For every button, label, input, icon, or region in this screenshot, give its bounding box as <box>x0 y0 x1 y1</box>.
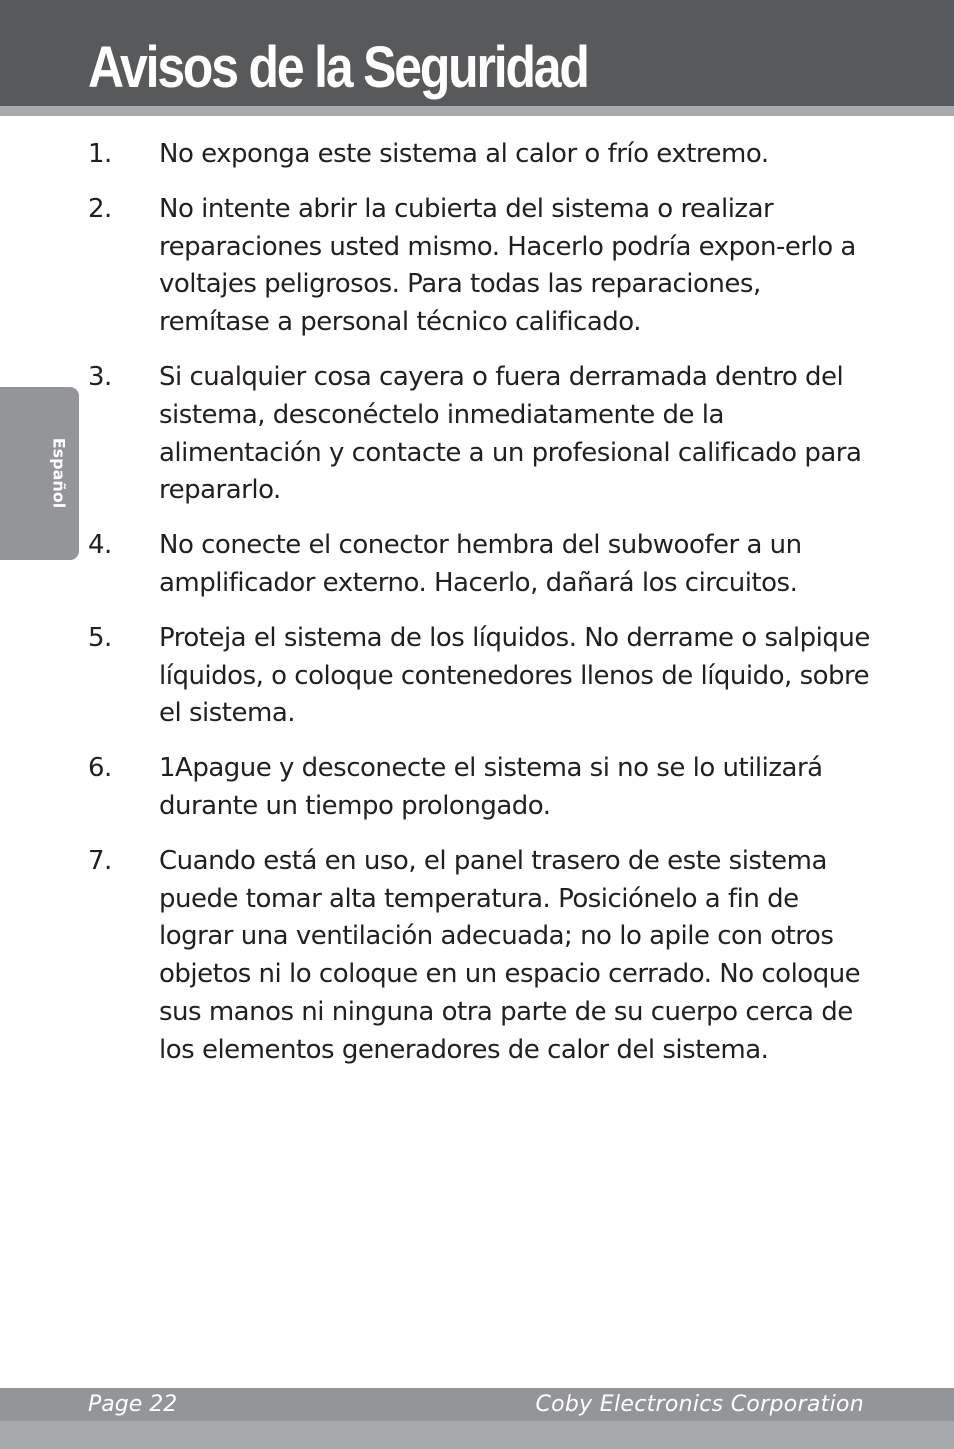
notice-item <box>88 750 878 826</box>
notice-number: 2. <box>88 193 112 224</box>
notice-text: Cuando está en uso, el panel trasero de este sistema puede tomar alta temperatura. Posiciónelo a fin de lograr una ventilación adecuada; no lo apile con otros objetos ni lo coloque en un espacio cerrado. No coloque sus manos ni ninguna otra parte de su cuerpo cerca de los elementos generadores de calor del sistema. <box>159 845 861 1065</box>
notice-text: No conecte el conector hembra del subwoofer a un amplificador externo. Hacerlo, dañará los circuitos. <box>159 530 802 598</box>
notice-item <box>88 191 878 342</box>
notice-text: Proteja el sistema de los líquidos. No derrame o salpique líquidos, o coloque contenedores llenos de líquido, sobre el sistema. <box>159 622 870 729</box>
safety-notice-list <box>88 136 878 1087</box>
notice-item <box>88 843 878 1070</box>
page-number: Page 22 <box>88 1392 178 1417</box>
notice-text: Si cualquier cosa cayera o fuera derramada dentro del sistema, desconéctelo inmediatamente de la alimentación y contacte a un profesional calificado para repararlo. <box>159 361 862 506</box>
notice-number: 5. <box>88 622 112 653</box>
notice-number: 6. <box>88 753 112 784</box>
notice-item <box>88 620 878 733</box>
language-tab-label: Español <box>49 437 69 509</box>
notice-number: 1. <box>88 139 112 169</box>
notice-number: 4. <box>88 530 112 561</box>
page-title: Avisos de la Seguridad <box>88 35 588 100</box>
notice-number: 3. <box>88 361 112 392</box>
notice-item <box>88 359 878 510</box>
header-stripe <box>0 106 954 116</box>
notice-text: No exponga este sistema al calor o frío extremo. <box>159 139 769 169</box>
company-name: Coby Electronics Corporation <box>535 1392 864 1417</box>
notice-item <box>88 136 878 174</box>
footer-bottom-band <box>0 1421 954 1449</box>
notice-item <box>88 527 878 603</box>
notice-text: No intente abrir la cubierta del sistema o realizar reparaciones usted mismo. Hacerlo podría expon-erlo a voltajes peligrosos. Para todas las reparaciones, remítase a personal técnico calificado. <box>159 193 856 338</box>
notice-text: 1Apague y desconecte el sistema si no se lo utilizará durante un tiempo prolongado. <box>159 753 823 821</box>
notice-number: 7. <box>88 845 112 876</box>
